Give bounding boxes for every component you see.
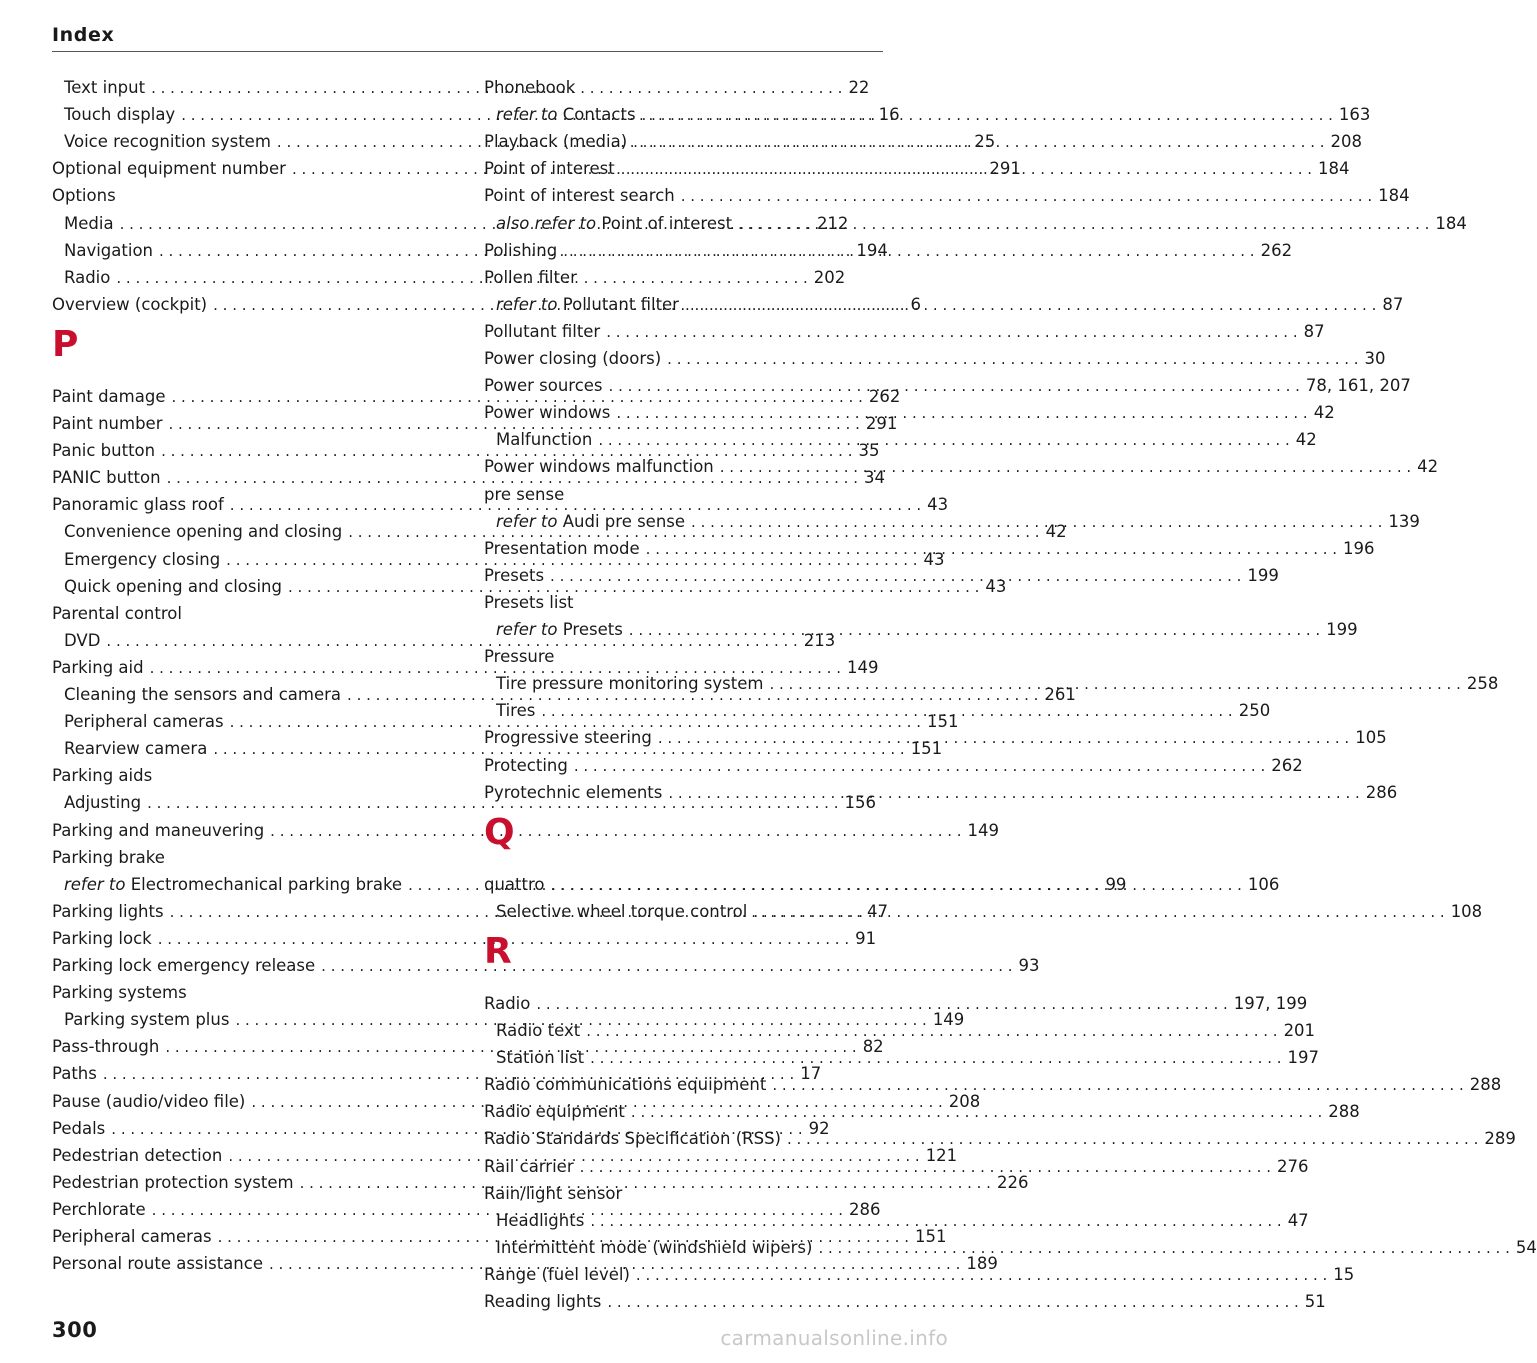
- dot-leader: [753, 899, 1444, 925]
- index-entry-page: 184: [1318, 159, 1350, 179]
- index-entry-term: Radio equipment: [484, 1102, 625, 1122]
- index-entry-term: Peripheral cameras: [64, 712, 224, 732]
- index-entry-term: Power windows: [484, 403, 611, 423]
- index-entry: [484, 1072, 1502, 1098]
- index-entry-term: Voice recognition system: [64, 132, 271, 152]
- index-entry-term: Pedals: [52, 1118, 106, 1138]
- index-entry-term: Range (fuel level): [484, 1264, 630, 1284]
- index-entry-page: 93: [1018, 956, 1040, 975]
- index-entry: [484, 346, 1386, 372]
- index-entry-term: Radio: [484, 993, 531, 1013]
- index-entry-term: Power sources: [484, 376, 603, 396]
- index-entry: [496, 1208, 1309, 1234]
- index-entry-page: 151: [910, 739, 943, 759]
- index-entry: [496, 617, 1358, 643]
- index-entry-page: 42: [1313, 403, 1335, 423]
- index-entry-page: 197: [1287, 1048, 1320, 1068]
- index-entry-page: 149: [967, 820, 1000, 840]
- index-entry-term: Headlights: [496, 1210, 585, 1230]
- index-entry-term: Pedestrian detection: [52, 1145, 223, 1165]
- index-heading: Phonebook: [484, 78, 576, 97]
- index-entry-term: Paint damage: [52, 386, 166, 406]
- index-entry-page: 213: [803, 630, 836, 650]
- index-entry-term: Playback (media): [484, 132, 628, 152]
- dot-leader: [590, 1045, 1281, 1071]
- dot-leader: [818, 1235, 1509, 1261]
- cross-reference-target: Presets: [562, 620, 623, 639]
- index-entry: [484, 1126, 1516, 1152]
- index-entry: [484, 753, 1303, 779]
- index-entry-term: Panic button: [52, 441, 156, 461]
- dot-leader: [616, 400, 1307, 426]
- page-title: Index: [52, 24, 115, 46]
- index-entry-term: Tire pressure monitoring system: [496, 674, 764, 694]
- index-entry-page: 15: [1333, 1264, 1355, 1284]
- index-entry-term: Point of interest search: [484, 186, 675, 206]
- index-entry-page: 199: [1326, 620, 1358, 639]
- cross-reference-prefix: refer to: [496, 294, 558, 314]
- dot-leader: [580, 1154, 1271, 1180]
- dot-leader: [116, 265, 807, 291]
- cross-reference-target: Electromechanical parking brake: [130, 874, 403, 894]
- index-letter-heading: P: [52, 323, 79, 365]
- dot-leader: [563, 238, 1254, 264]
- index-entry-term: Tires: [496, 701, 536, 721]
- index-entry-term: Quick opening and closing: [64, 576, 282, 596]
- dot-leader: [668, 780, 1359, 806]
- dot-leader: [681, 183, 1372, 209]
- index-entry: [52, 926, 877, 952]
- index-entry-page: 105: [1355, 728, 1387, 748]
- index-entry-term: Polishing: [484, 240, 558, 260]
- index-entry-page: 208: [1330, 132, 1363, 152]
- index-entry-term: [496, 102, 636, 128]
- index-entry-term: Parking lights: [52, 901, 164, 921]
- index-entry-term: Panoramic glass roof: [52, 495, 224, 515]
- index-heading: Parking aids: [52, 766, 153, 786]
- index-entry-page: 17: [800, 1064, 822, 1084]
- page-number: 300: [52, 1318, 98, 1342]
- index-entry-page: 34: [863, 468, 885, 488]
- cross-reference-target: Contacts: [562, 105, 636, 125]
- index-heading: Parking systems: [52, 983, 187, 1003]
- index-entry-page: 139: [1388, 511, 1420, 531]
- index-entry-page: 43: [927, 495, 949, 515]
- index-entry-page: 47: [1287, 1210, 1309, 1230]
- index-entry-term: Presets: [484, 565, 545, 585]
- index-entry: [496, 292, 1404, 318]
- index-entry-page: 42: [1295, 430, 1317, 450]
- index-entry-page: 82: [862, 1037, 884, 1057]
- index-entry-page: 184: [1378, 186, 1410, 206]
- cross-reference-target: Point of interest: [601, 213, 733, 233]
- index-entry-term: Parking and maneuvering: [52, 820, 265, 840]
- index-heading: Pollen filter: [484, 267, 577, 287]
- index-entry-term: Perchlorate: [52, 1199, 146, 1219]
- index-entry-term: Radio text: [496, 1021, 581, 1040]
- index-entry-page: 25: [974, 132, 996, 152]
- dot-leader: [550, 563, 1241, 589]
- index-entry-page: 288: [1469, 1075, 1502, 1095]
- cross-reference-prefix: refer to: [64, 874, 126, 894]
- index-entry-term: Pollutant filter: [484, 321, 601, 341]
- index-entry-page: 201: [1283, 1021, 1316, 1040]
- index-entry-term: Parking lock emergency release: [52, 956, 316, 975]
- dot-leader: [646, 536, 1337, 562]
- index-entry-term: Optional equipment number: [52, 159, 286, 179]
- index-entry-term: Point of interest: [484, 159, 615, 179]
- index-entry-term: Power windows malfunction: [484, 457, 714, 477]
- index-entry-term: Navigation: [64, 240, 153, 260]
- index-heading: Rain/light sensor: [484, 1183, 623, 1203]
- index-entry: [484, 319, 1325, 345]
- dot-leader: [590, 1208, 1281, 1234]
- dot-leader: [574, 753, 1265, 779]
- index-entry-term: Text input: [64, 78, 146, 97]
- index-entry-page: 286: [1365, 782, 1398, 802]
- index-entry-term: Convenience opening and closing: [64, 522, 343, 542]
- index-heading: Presets list: [484, 592, 574, 612]
- dot-leader: [270, 818, 961, 844]
- index-entry-term: quattro: [484, 874, 545, 894]
- index-entry-term: Cleaning the sensors and camera: [64, 685, 342, 704]
- dot-leader: [691, 509, 1382, 535]
- index-entry-page: 54: [1515, 1237, 1537, 1257]
- index-entry-term: Paint number: [52, 414, 163, 433]
- index-entry-page: 212: [816, 213, 849, 233]
- index-entry-page: 108: [1450, 901, 1483, 921]
- index-letter-heading: Q: [484, 811, 515, 853]
- index-entry-page: 291: [865, 414, 898, 433]
- dot-leader: [633, 129, 1324, 155]
- index-entry-term: Paths: [52, 1064, 97, 1084]
- index-entry-page: 22: [848, 78, 870, 97]
- cross-reference-target: Audi pre sense: [562, 511, 686, 531]
- index-entry: [496, 899, 1483, 925]
- dot-leader: [658, 725, 1349, 751]
- index-entry: [52, 818, 1000, 844]
- cross-reference-prefix: also refer to: [496, 213, 597, 233]
- index-entry-term: Intermittent mode (windshield wipers): [496, 1237, 813, 1257]
- index-entry: [484, 238, 1293, 264]
- index-entry-page: 199: [1247, 565, 1279, 585]
- index-entry-page: 208: [948, 1091, 981, 1111]
- index-entry-term: [496, 292, 679, 318]
- index-entry-term: [496, 211, 732, 237]
- index-entry-page: 87: [1382, 294, 1404, 314]
- index-entry-page: 163: [1338, 105, 1371, 125]
- index-entry-term: Overview (cockpit): [52, 294, 208, 314]
- index-entry-page: 289: [1484, 1129, 1516, 1149]
- index-entry-page: 78, 161, 207: [1305, 376, 1411, 396]
- dot-leader: [667, 346, 1358, 372]
- index-letter-heading: R: [484, 930, 512, 972]
- index-entry-page: 151: [914, 1227, 947, 1246]
- index-entry-page: 87: [1303, 321, 1325, 341]
- index-entry-term: Adjusting: [64, 793, 142, 813]
- index-entry: [496, 427, 1317, 453]
- index-entry: [496, 1045, 1320, 1071]
- index-entry-page: 156: [844, 793, 876, 813]
- index-entry-term: [496, 509, 685, 535]
- index-entry-term: Radio communications equipment: [484, 1075, 767, 1095]
- index-entry-page: 261: [1044, 685, 1076, 704]
- index-entry-term: DVD: [64, 630, 101, 650]
- index-entry-term: Reading lights: [484, 1292, 602, 1311]
- index-entry-page: 6: [910, 294, 921, 314]
- index-entry-term: Touch display: [64, 105, 176, 125]
- index-entry-page: 250: [1238, 701, 1271, 721]
- cross-reference-target: Pollutant filter: [562, 294, 679, 314]
- index-entry-page: 288: [1328, 1102, 1360, 1122]
- index-entry-term: Radio Standards Specification (RSS): [484, 1129, 781, 1149]
- index-entry-term: Emergency closing: [64, 549, 221, 569]
- index-entry-page: 291: [989, 159, 1021, 179]
- index-entry-term: Presentation mode: [484, 538, 640, 558]
- index-entry-page: 99: [1105, 874, 1127, 894]
- cross-reference-prefix: refer to: [496, 620, 558, 639]
- index-entry-page: 196: [1343, 538, 1375, 558]
- dot-leader: [607, 1289, 1298, 1315]
- dot-leader: [720, 454, 1411, 480]
- index-entry-page: 42: [1045, 522, 1067, 542]
- index-entry-page: 43: [923, 549, 945, 569]
- index-entry-term: Pedestrian protection system: [52, 1172, 294, 1192]
- watermark: carmanualsonline.info: [720, 1326, 948, 1350]
- index-entry-term: Parking lock: [52, 928, 152, 948]
- dot-leader: [621, 156, 1312, 182]
- dot-leader: [787, 1126, 1478, 1152]
- index-entry-page: 149: [932, 1010, 965, 1030]
- cross-reference-prefix: refer to: [496, 511, 558, 531]
- dot-leader: [606, 319, 1297, 345]
- index-heading: Options: [52, 186, 116, 206]
- index-entry-page: 262: [1271, 755, 1303, 775]
- index-heading: Parking brake: [52, 847, 165, 867]
- index-entry-term: Peripheral cameras: [52, 1227, 212, 1246]
- index-entry-term: [496, 617, 623, 643]
- index-entry-page: 286: [849, 1199, 881, 1219]
- index-entry-term: Radio: [64, 267, 111, 287]
- index-entry-page: 43: [985, 576, 1007, 596]
- index-entry-term: Rearview camera: [64, 739, 208, 759]
- index-entry-page: 189: [966, 1254, 998, 1274]
- index-entry: [52, 953, 1040, 979]
- dot-leader: [536, 991, 1227, 1017]
- index-entry-term: Media: [64, 213, 114, 233]
- index-entry-page: 151: [926, 712, 959, 732]
- dot-leader: [685, 292, 1376, 318]
- header-divider: [52, 51, 883, 52]
- index-entry-term: Rail carrier: [484, 1156, 574, 1176]
- dot-leader: [769, 671, 1460, 697]
- index-entry-page: 149: [846, 657, 879, 677]
- dot-leader: [321, 953, 1012, 979]
- index-entry: [496, 211, 1467, 237]
- index-entry-page: 202: [813, 267, 846, 287]
- index-entry-page: 42: [1417, 457, 1439, 477]
- index-entry-page: 262: [868, 386, 901, 406]
- index-entry-page: 92: [808, 1118, 830, 1138]
- dot-leader: [551, 872, 1242, 898]
- index-entry-page: 47: [866, 901, 888, 921]
- index-entry-page: 226: [996, 1172, 1029, 1192]
- index-heading: pre sense: [484, 484, 565, 504]
- index-entry-page: 276: [1276, 1156, 1309, 1176]
- index-entry-page: 121: [925, 1145, 958, 1165]
- index-entry: [484, 454, 1439, 480]
- index-entry-term: Progressive steering: [484, 728, 652, 748]
- dot-leader: [738, 211, 1429, 237]
- dot-leader: [642, 102, 1333, 128]
- index-entry-term: Power closing (doors): [484, 349, 662, 368]
- index-entry-page: 197, 199: [1233, 993, 1308, 1013]
- index-entry-term: Pass-through: [52, 1037, 160, 1057]
- index-entry-term: Parking system plus: [64, 1010, 230, 1030]
- index-entry-page: 35: [858, 441, 880, 461]
- index-entry-page: 106: [1247, 874, 1280, 894]
- index-entry: [484, 183, 1410, 209]
- index-entry-page: 51: [1304, 1292, 1326, 1311]
- index-entry-term: Protecting: [484, 755, 568, 775]
- index-entry: [484, 780, 1398, 806]
- dot-leader: [609, 373, 1300, 399]
- index-entry-term: Selective wheel torque control: [496, 901, 748, 921]
- cross-reference-prefix: refer to: [496, 105, 558, 125]
- index-heading: Pressure: [484, 647, 555, 667]
- index-entry-term: Parking aid: [52, 657, 144, 677]
- index-entry-term: [64, 872, 402, 898]
- index-entry-term: PANIC button: [52, 468, 161, 488]
- index-entry: [496, 102, 1371, 128]
- index-entry-page: 258: [1466, 674, 1499, 694]
- dot-leader: [636, 1262, 1327, 1288]
- dot-leader: [631, 1099, 1322, 1125]
- dot-leader: [598, 427, 1289, 453]
- dot-leader: [629, 617, 1320, 643]
- dot-leader: [541, 698, 1232, 724]
- index-entry-term: Station list: [496, 1048, 585, 1068]
- index-entry-page: 184: [1435, 213, 1467, 233]
- index-entry-page: 16: [878, 105, 900, 125]
- dot-leader: [586, 1018, 1277, 1044]
- dot-leader: [772, 1072, 1463, 1098]
- index-entry-page: 30: [1364, 349, 1386, 368]
- index-entry-term: Personal route assistance: [52, 1254, 263, 1274]
- index-heading: Parental control: [52, 603, 182, 623]
- index-entry-page: 91: [855, 928, 877, 948]
- index-entry-term: Pyrotechnic elements: [484, 782, 663, 802]
- index-entry: [484, 991, 1308, 1017]
- index-entry: [484, 1289, 1326, 1315]
- index-entry-page: 262: [1260, 240, 1293, 260]
- index-entry-page: 194: [856, 240, 888, 260]
- index-entry-term: Malfunction: [496, 430, 593, 450]
- index-entry-term: Pause (audio/video file): [52, 1091, 246, 1111]
